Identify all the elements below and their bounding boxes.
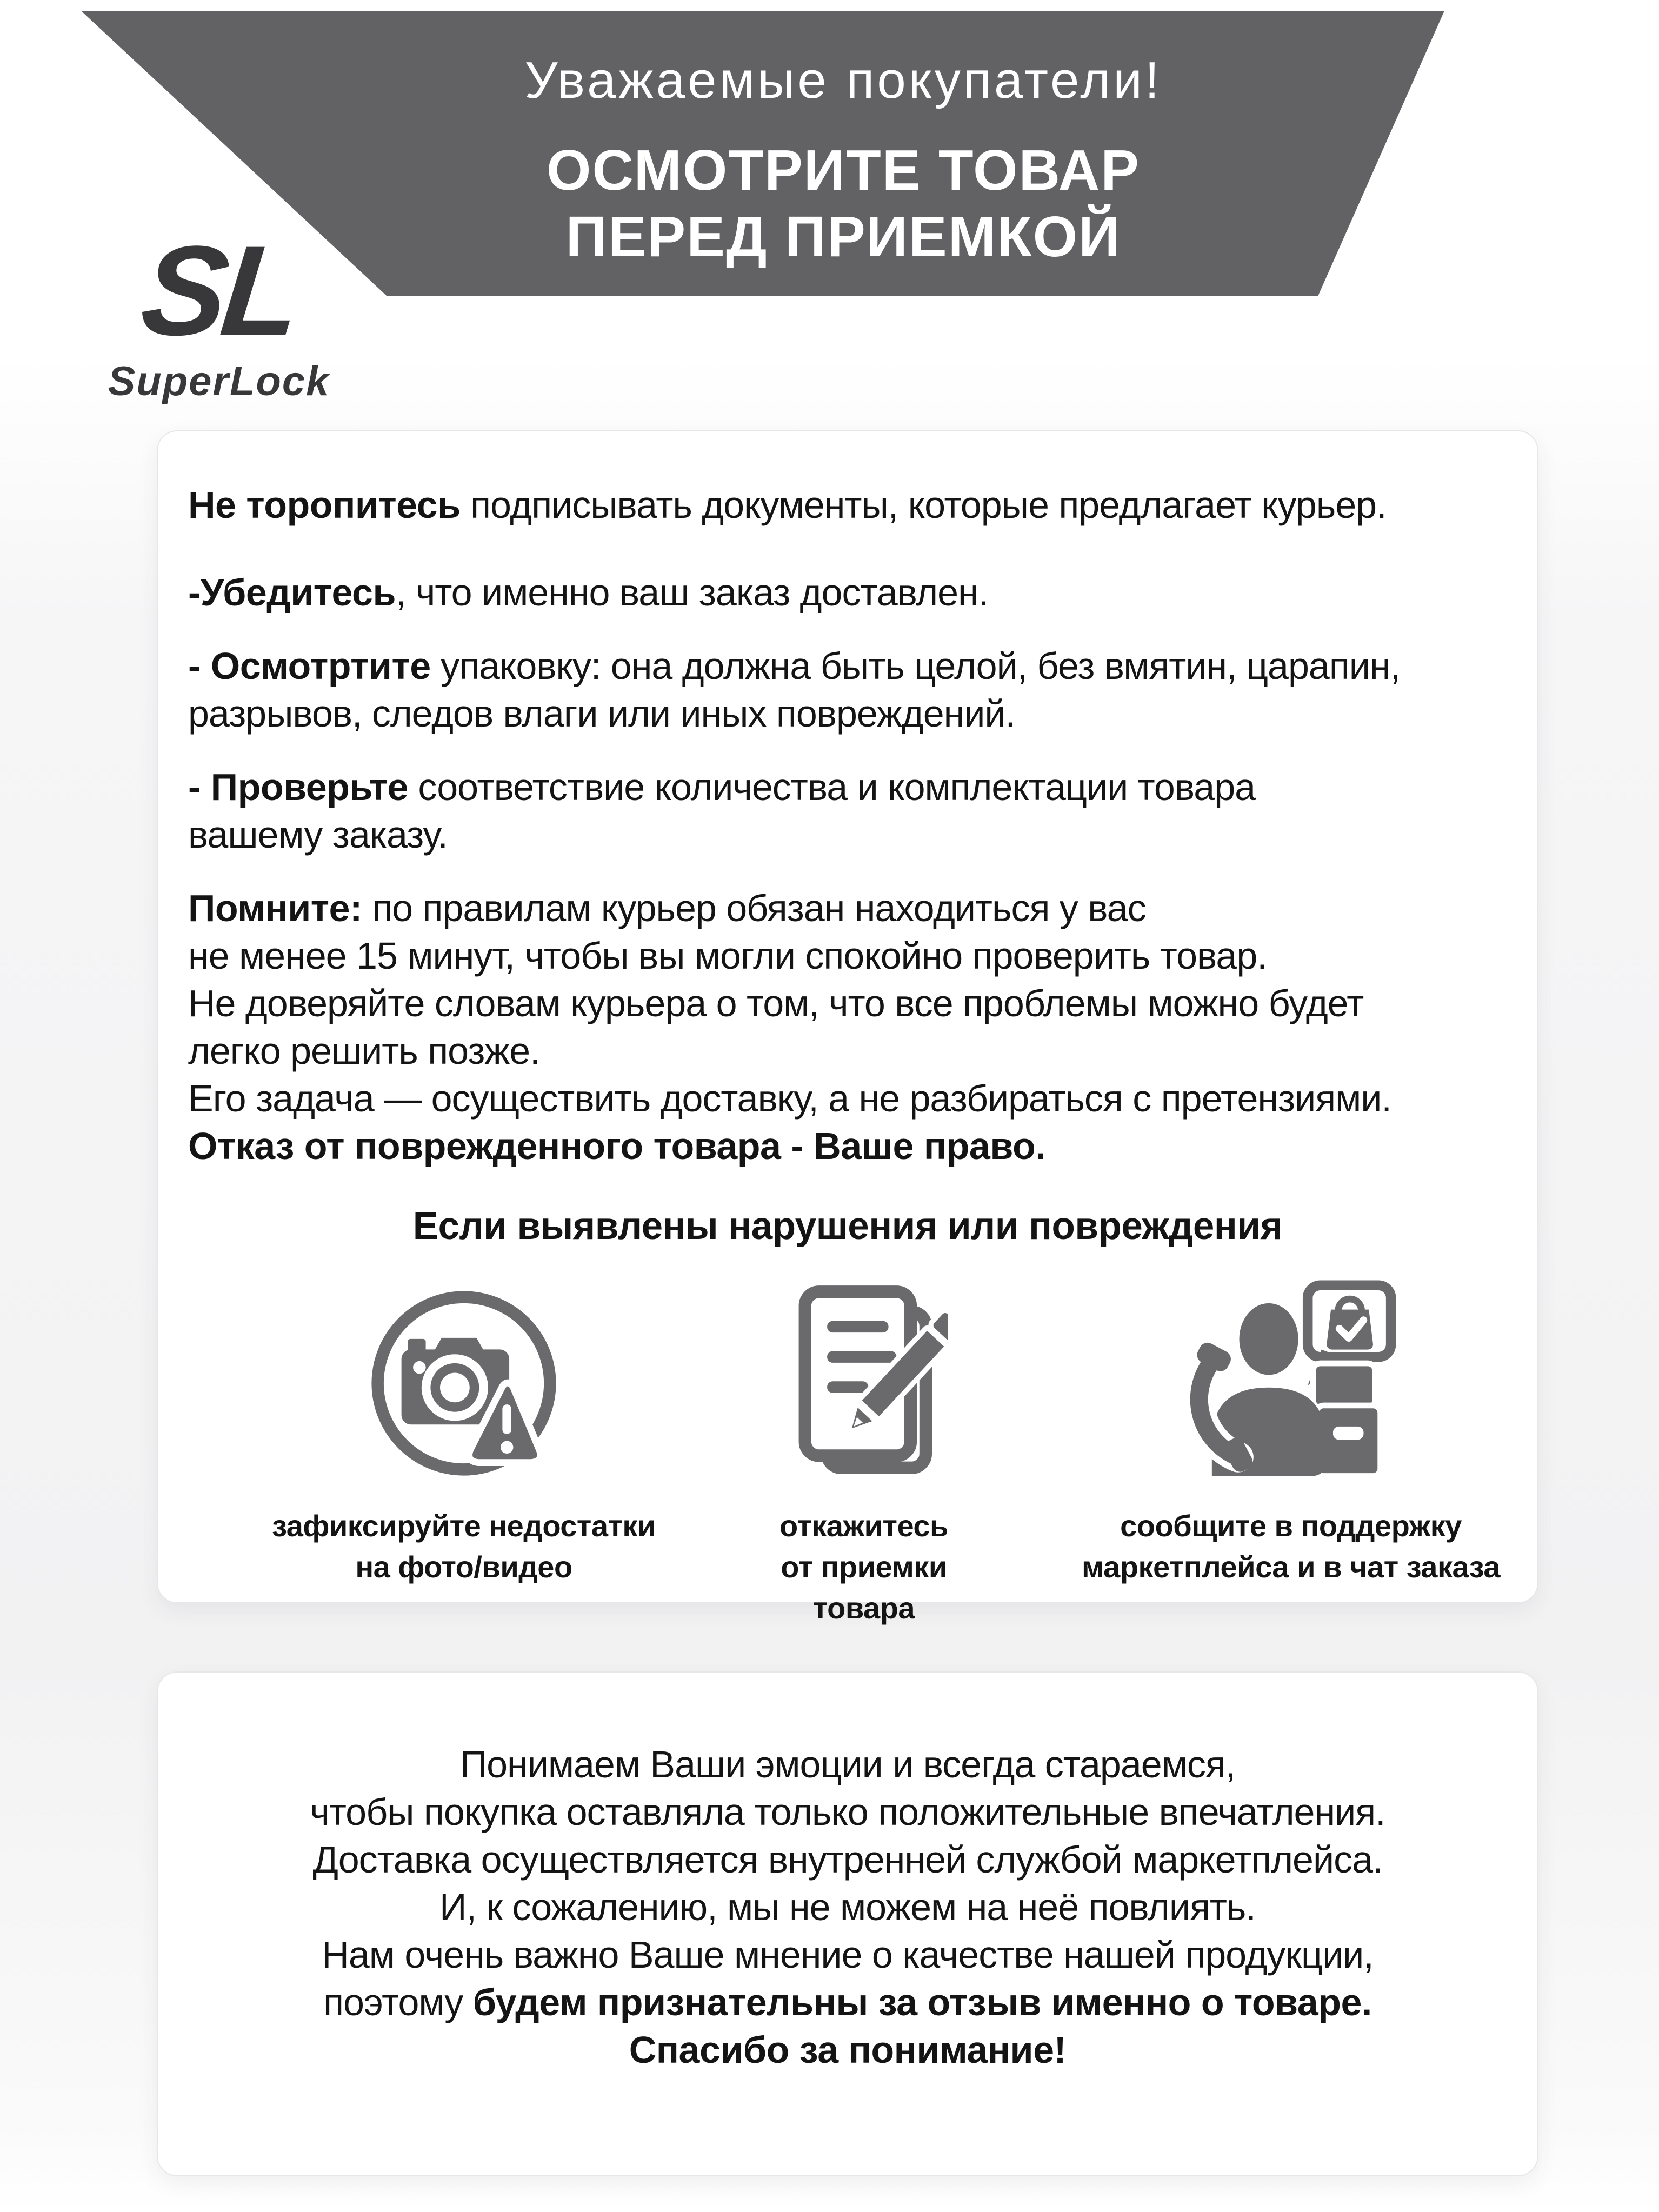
footer-line — [179, 1741, 1516, 1788]
text-run: Понимаем Ваши эмоции и всегда стараемся, — [459, 1743, 1236, 1785]
action-label-line: маркетплейса и в чат заказа — [1081, 1550, 1501, 1584]
paragraph — [188, 884, 1507, 1170]
action-label-line: откажитесь — [779, 1509, 948, 1543]
action-label-line: зафиксируйте недостатки — [272, 1509, 656, 1543]
text-run: И, к сожалению, мы не можем на неё повлиять. — [439, 1886, 1256, 1928]
action-support — [1037, 1283, 1545, 1588]
camera-warning-icon — [369, 1288, 559, 1478]
bold-text: -Убедитесь — [188, 571, 396, 614]
text-line — [188, 690, 1507, 737]
text-line — [188, 884, 1507, 932]
text-run: Не доверяйте словам курьера о том, что все проблемы можно будет — [188, 982, 1364, 1024]
text-line — [188, 980, 1507, 1027]
text-line — [188, 642, 1507, 690]
text-line — [188, 811, 1507, 858]
bold-text: - Осмотртите — [188, 645, 431, 687]
text-run: Доставка осуществляется внутренней службой маркетплейса. — [312, 1838, 1383, 1881]
action-photo — [248, 1283, 680, 1588]
banner-title — [357, 137, 1330, 270]
footer-line — [179, 1978, 1516, 2026]
text-run: Нам очень важно Ваше мнение о качестве нашей продукции, — [322, 1934, 1374, 1976]
text-run: по правилам курьер обязан находиться у вас — [362, 887, 1146, 929]
actions-row — [188, 1283, 1507, 1629]
logo-name: SuperLock — [108, 358, 330, 404]
warning-heading: Если выявлены нарушения или повреждения — [412, 1205, 1283, 1248]
support-chat-icon — [1175, 1280, 1407, 1487]
text-line — [188, 1075, 1507, 1122]
action-label-line: товара — [812, 1591, 915, 1625]
text-run: легко решить позже. — [188, 1030, 540, 1072]
paragraph — [188, 481, 1507, 529]
text-line — [188, 763, 1507, 811]
text-line — [188, 932, 1507, 980]
text-run: чтобы покупка оставляла только положительные впечатления. — [310, 1791, 1385, 1833]
banner-greeting: Уважаемые покупатели! — [524, 51, 1162, 109]
footer-card — [157, 1671, 1538, 2176]
action-label-line: на фото/видео — [355, 1550, 572, 1584]
bold-text: Не торопитесь — [188, 484, 461, 526]
banner-title-line2: ПЕРЕД ПРИЕМКОЙ — [565, 204, 1121, 269]
footer-line — [179, 1931, 1516, 1978]
action-label-line: от приемки — [781, 1550, 947, 1584]
bold-text: Спасибо за понимание! — [629, 2029, 1067, 2071]
text-run: поэтому — [323, 1981, 473, 2023]
text-line — [188, 1122, 1507, 1170]
document-pencil-icon — [780, 1283, 948, 1484]
text-run: вашему заказу. — [188, 814, 448, 856]
action-label — [696, 1505, 1031, 1629]
text-line — [188, 481, 1507, 529]
text-run: , что именно ваш заказ доставлен. — [396, 571, 989, 614]
brand-logo — [92, 219, 346, 405]
text-line — [188, 1027, 1507, 1075]
footer-line — [179, 1883, 1516, 1931]
logo-monogram: SL — [135, 219, 303, 362]
card1-paragraphs — [188, 481, 1507, 1170]
footer-line — [179, 1836, 1516, 1883]
action-label — [248, 1505, 680, 1588]
footer-line — [179, 1788, 1516, 1836]
text-line — [188, 569, 1507, 616]
bold-text: Отказ от поврежденного товара - Ваше право. — [188, 1125, 1046, 1167]
text-run: разрывов, следов влаги или иных повреждений. — [188, 692, 1015, 735]
header-banner — [357, 52, 1330, 270]
action-label-line: сообщите в поддержку — [1120, 1509, 1462, 1543]
paragraph — [188, 642, 1507, 737]
action-label — [1037, 1505, 1545, 1588]
paragraph — [188, 569, 1507, 616]
bold-text: Помните: — [188, 887, 362, 929]
bold-text: будем признательны за отзыв именно о товаре. — [472, 1981, 1372, 2023]
paragraph — [188, 763, 1507, 858]
action-refuse — [696, 1283, 1031, 1629]
text-run: упаковку: она должна быть целой, без вмятин, царапин, — [430, 645, 1400, 687]
notice-card — [157, 430, 1538, 1625]
text-run: соответствие количества и комплектации товара — [408, 766, 1256, 808]
footer-line — [179, 2026, 1516, 2074]
bold-text: - Проверьте — [188, 766, 408, 808]
text-run: подписывать документы, которые предлагает курьер. — [460, 484, 1387, 526]
card2-lines — [179, 1741, 1516, 2074]
text-run: Его задача — осуществить доставку, а не разбираться с претензиями. — [188, 1077, 1391, 1120]
banner-title-line1: ОСМОТРИТЕ ТОВАР — [547, 138, 1140, 202]
text-run: не менее 15 минут, чтобы вы могли спокойно проверить товар. — [188, 935, 1267, 977]
